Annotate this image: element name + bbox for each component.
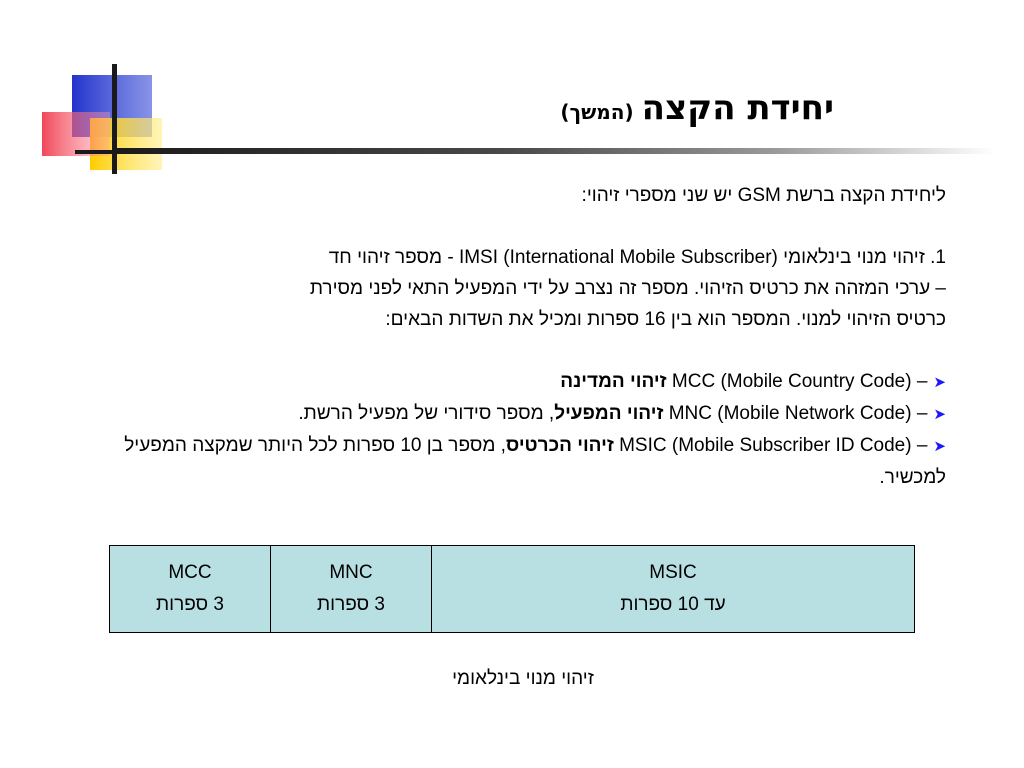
field-digits: 3 ספרות xyxy=(156,594,224,615)
bullet-mcc xyxy=(100,366,946,398)
imsi-line-1: 1. זיהוי מנוי בינלאומי IMSI (International Mobile Subscriber) - מספר זיהוי חד xyxy=(328,247,946,268)
field-digits: עד 10 ספרות xyxy=(620,594,726,615)
table-cell xyxy=(271,546,432,633)
bullet-msic xyxy=(100,430,946,493)
bullet-mnc xyxy=(100,398,946,430)
imsi-line-2: – ערכי המזהה את כרטיס הזיהוי. מספר זה נצרב על ידי המפעיל התאי לפני מסירת xyxy=(309,278,946,299)
arrow-bullet-icon: ➤ xyxy=(933,374,946,391)
table-cell xyxy=(110,546,271,633)
table-caption: זיהוי מנוי בינלאומי xyxy=(452,668,594,689)
title-suffix: (המשך) xyxy=(560,100,634,124)
slide-title xyxy=(560,88,834,128)
bullet-lead: MCC (Mobile Country Code) – xyxy=(671,371,928,392)
table-cell xyxy=(432,546,915,633)
bullet-rest: , מספר סידורי של מפעיל הרשת. xyxy=(298,403,555,424)
bullet-bold: זיהוי הכרטיס xyxy=(505,435,614,456)
field-digits: 3 ספרות xyxy=(317,594,385,615)
field-name: MCC xyxy=(168,562,212,583)
field-name: MNC xyxy=(329,562,373,583)
bullet-lead: MSIC (Mobile Subscriber ID Code) – xyxy=(619,435,928,456)
bullet-lead: MNC (Mobile Network Code) – xyxy=(668,403,928,424)
imsi-structure-table xyxy=(109,545,915,633)
slide-body xyxy=(100,180,946,493)
bullet-bold: זיהוי המפעיל xyxy=(554,403,664,424)
arrow-bullet-icon: ➤ xyxy=(933,438,946,455)
table-row xyxy=(110,546,915,633)
intro-text: ליחידת הקצה ברשת GSM יש שני מספרי זיהוי: xyxy=(581,185,946,206)
field-name: MSIC xyxy=(649,562,697,583)
imsi-line-3: כרטיס הזיהוי למנוי. המספר הוא בין 16 ספרות ומכיל את השדות הבאים: xyxy=(385,309,946,330)
title-underline xyxy=(115,148,995,154)
bullet-bold: זיהוי המדינה xyxy=(560,371,667,392)
arrow-bullet-icon: ➤ xyxy=(933,406,946,423)
title-main: יחידת הקצה xyxy=(641,88,834,128)
bullet-rest: , מספר בן 10 ספרות לכל היותר שמקצה המפעיל למכשיר. xyxy=(124,435,946,488)
